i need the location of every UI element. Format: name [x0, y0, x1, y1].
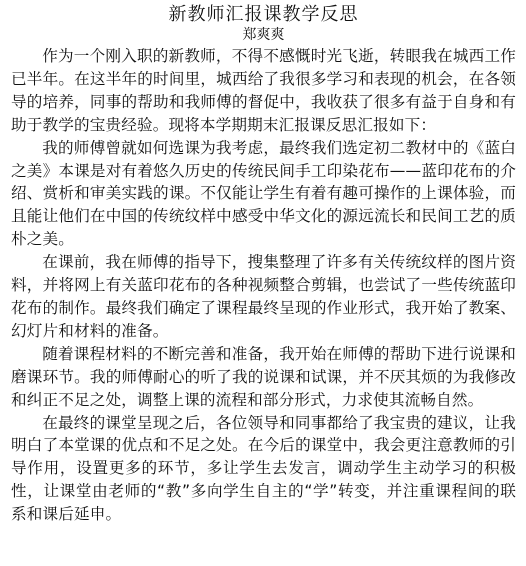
document-title: 新教师汇报课教学反思	[168, 4, 359, 25]
paragraph-rehearsal: 随着课程材料的不断完善和准备，我开始在师傅的帮助下进行说课和磨课环节。我的师傅耐心的听了我的说课和试课，并不厌其烦的为我修改和纠正不足之处，调整上课的流程和部分形式，力求使其流畅自然。	[11, 344, 516, 409]
document-author: 郑爽爽	[242, 27, 285, 43]
paragraph-lesson-selection: 我的师傅曾就如何选课为我考虑，最终我们选定初二教材中的《蓝白之美》本课是对有着悠久历史的传统民间手工印染花布——蓝印花布的介绍、赏析和审美实践的课。不仅能让学生有着有趣可操作的上课体验，而且能让他们在中国的传统纹样中感受中华文化的源远流长和民间工艺的质朴之美。	[11, 138, 516, 249]
paragraph-preparation: 在课前，我在师傅的指导下，搜集整理了许多有关传统纹样的图片资料，并将网上有关蓝印花布的各种视频整合剪辑，也尝试了一些传统蓝印花布的制作。最终我们确定了课程最终呈现的作业形式，我开始了教案、幻灯片和材料的准备。	[11, 253, 516, 340]
paragraph-intro: 作为一个刚入职的新教师，不得不感慨时光飞逝，转眼我在城西工作已半年。在这半年的时间里，城西给了我很多学习和表现的机会，在各领导的培养，同事的帮助和我师傅的督促中，我收获了很多有益于自身和有助于教学的宝贵经验。现将本学期期末汇报课反思汇报如下：	[11, 47, 516, 134]
paragraph-reflection: 在最终的课堂呈现之后，各位领导和同事都给了我宝贵的建议，让我明白了本堂课的优点和不足之处。在今后的课堂中，我会更注意教师的引导作用，设置更多的环节，多让学生去发言，调动学生主动学习的积极性，让课堂由老师的“教”多向学生自主的“学”转变，并注重课程间的联系和课后延申。	[11, 413, 516, 524]
